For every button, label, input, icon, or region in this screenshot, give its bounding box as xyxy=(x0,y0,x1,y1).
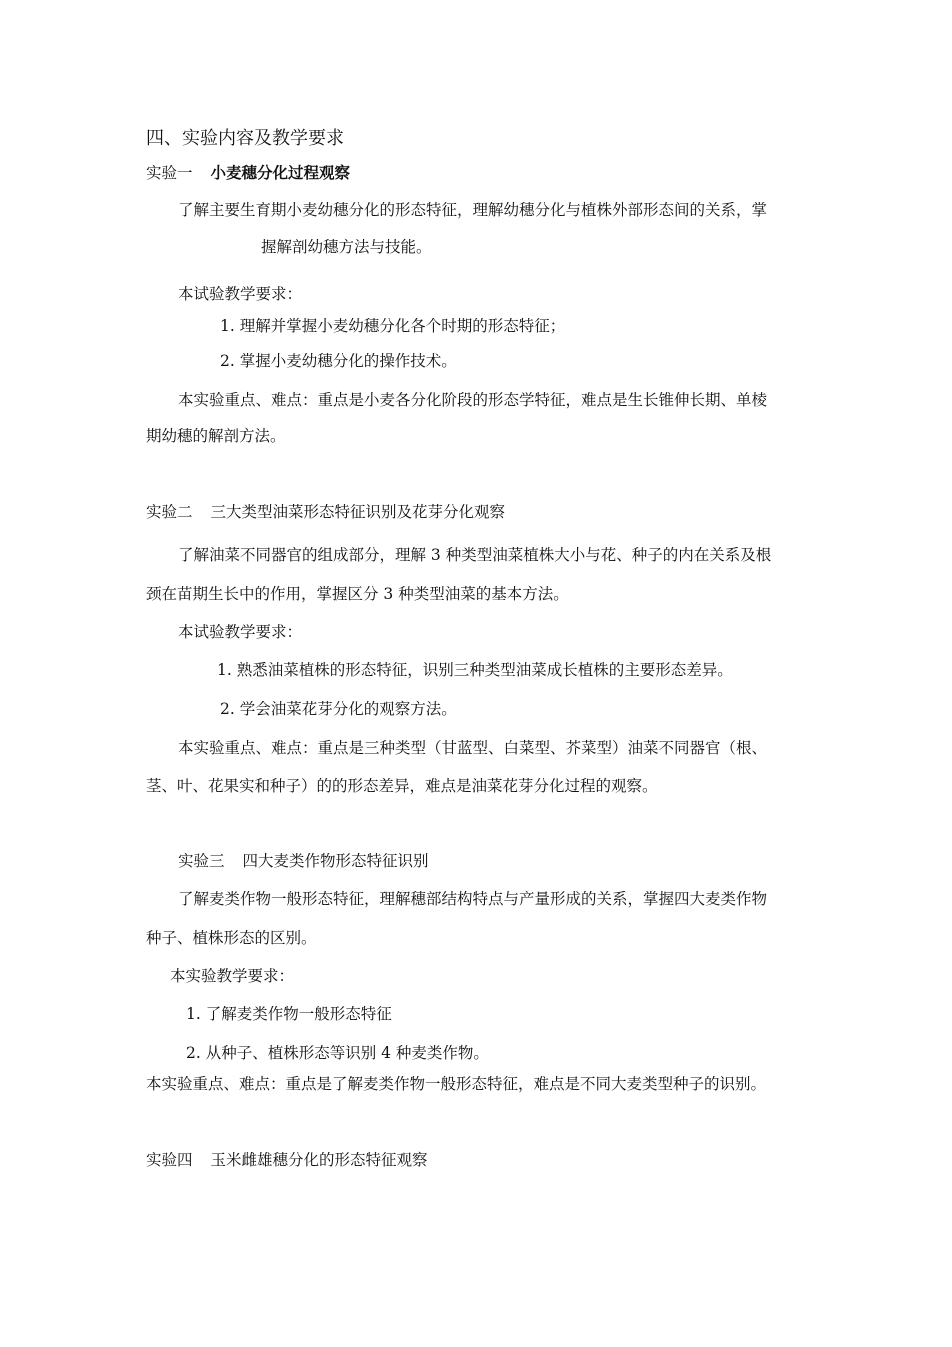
exp2-req-heading: 本试验教学要求： xyxy=(178,623,303,641)
exp4-title: 玉米雌雄穗分化的形态特征观察 xyxy=(210,1151,428,1169)
section-heading: 四、实验内容及教学要求 xyxy=(146,128,344,149)
exp1-title: 小麦穗分化过程观察 xyxy=(210,163,351,182)
exp2-label: 实验二 xyxy=(146,503,193,521)
exp2-req-1: 1. 熟悉油菜植株的形态特征，识别三种类型油菜成长植株的主要形态差异。 xyxy=(217,661,733,679)
exp3-title-line xyxy=(178,851,429,871)
exp3-req-1: 1. 了解麦类作物一般形态特征 xyxy=(186,1005,392,1023)
exp2-req-2: 2. 学会油菜花芽分化的观察方法。 xyxy=(220,700,457,718)
exp1-req-2: 2. 掌握小麦幼穗分化的操作技术。 xyxy=(220,352,457,370)
exp1-req-heading: 本试验教学要求： xyxy=(178,285,303,303)
exp1-desc-line2: 握解剖幼穗方法与技能。 xyxy=(261,238,432,256)
exp1-label: 实验一 xyxy=(146,164,193,182)
exp3-desc-line1: 了解麦类作物一般形态特征，理解穗部结构特点与产量形成的关系，掌握四大麦类作物 xyxy=(178,890,768,908)
exp3-key-line1: 本实验重点、难点：重点是了解麦类作物一般形态特征，难点是不同大麦类型种子的识别。 xyxy=(146,1075,767,1093)
exp1-req-1: 1. 理解并掌握小麦幼穗分化各个时期的形态特征； xyxy=(220,317,566,335)
exp3-label: 实验三 xyxy=(178,852,225,870)
exp2-desc-line2: 颈在苗期生长中的作用，掌握区分 3 种类型油菜的基本方法。 xyxy=(146,585,569,603)
exp2-title-line xyxy=(146,502,505,522)
exp1-title-line xyxy=(146,163,350,183)
exp2-desc-line1: 了解油菜不同器官的组成部分，理解 3 种类型油菜植株大小与花、种子的内在关系及根 xyxy=(178,546,772,564)
exp3-title: 四大麦类作物形态特征识别 xyxy=(242,852,429,870)
exp2-title: 三大类型油菜形态特征识别及花芽分化观察 xyxy=(210,503,506,521)
exp1-key-line1: 本实验重点、难点：重点是小麦各分化阶段的形态学特征，难点是生长锥伸长期、单棱 xyxy=(178,391,768,409)
exp1-desc-line1: 了解主要生育期小麦幼穗分化的形态特征，理解幼穗分化与植株外部形态间的关系，掌 xyxy=(178,201,768,219)
exp4-title-line xyxy=(146,1150,428,1170)
exp4-label: 实验四 xyxy=(146,1151,193,1169)
exp3-desc-line2: 种子、植株形态的区别。 xyxy=(146,929,317,947)
exp3-req-heading: 本实验教学要求： xyxy=(170,967,295,985)
exp2-key-line1: 本实验重点、难点：重点是三种类型（甘蓝型、白菜型、芥菜型）油菜不同器官（根、 xyxy=(178,739,768,757)
exp1-key-line2: 期幼穗的解剖方法。 xyxy=(146,427,286,445)
exp3-req-2: 2. 从种子、植株形态等识别 4 种麦类作物。 xyxy=(186,1044,489,1062)
exp2-key-line2: 茎、叶、花果实和种子）的的形态差异，难点是油菜花芽分化过程的观察。 xyxy=(146,777,658,795)
